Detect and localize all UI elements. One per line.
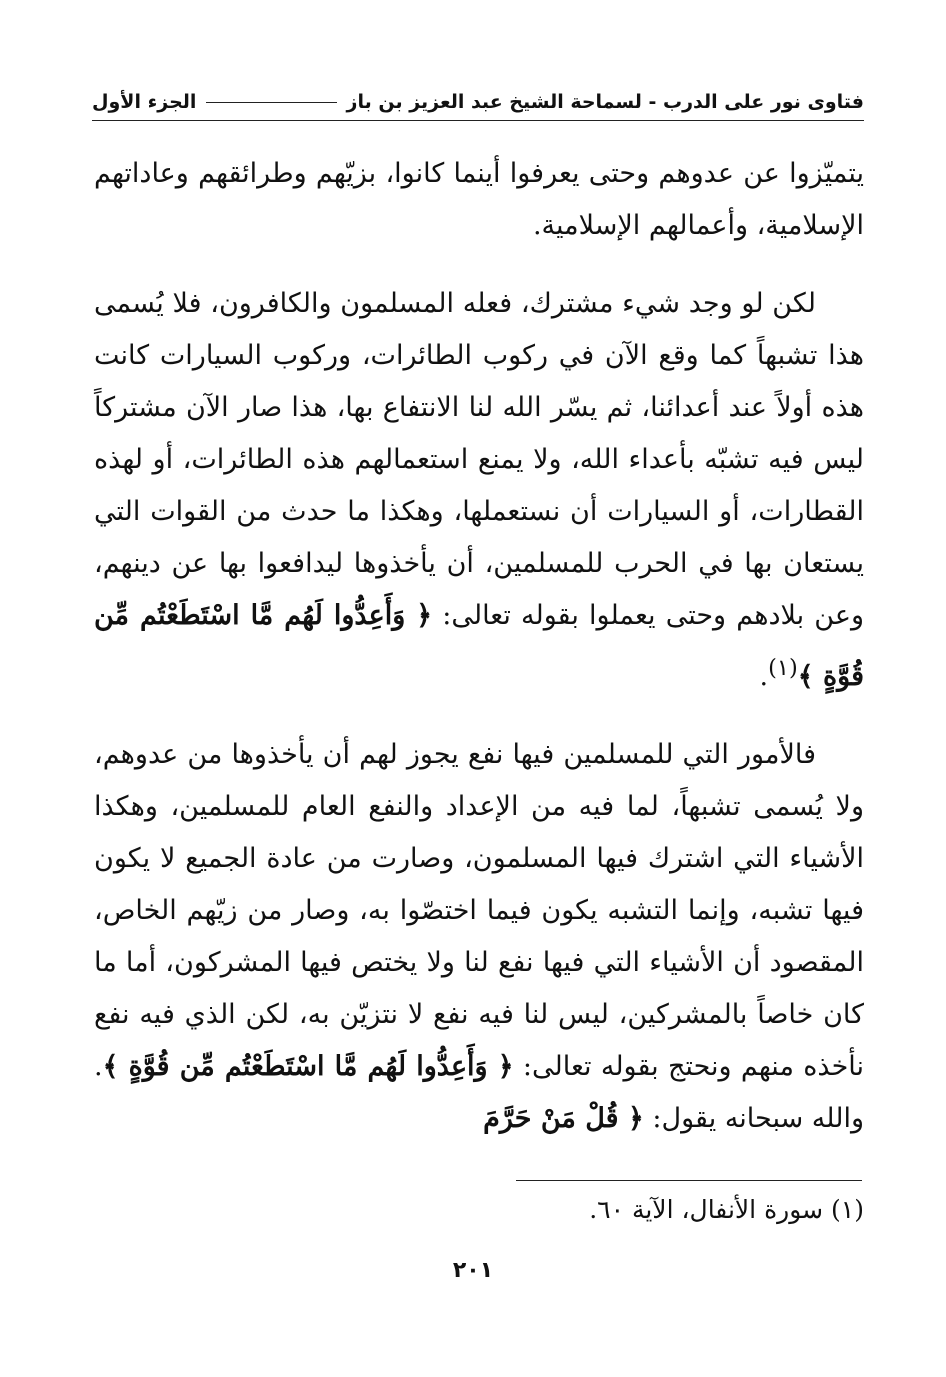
header-separator [206, 102, 336, 103]
quran-verse-3: ﴿ قُلْ مَنْ حَرَّمَ [483, 1103, 644, 1134]
paragraph-2 [94, 278, 864, 703]
quran-verse-2: ﴿ وَأَعِدُّوا لَهُم مَّا اسْتَطَعْتُم مِّن قُوَّةٍ ﴾ [102, 1051, 514, 1082]
paragraph-2-end: . [759, 661, 769, 692]
paragraph-3 [94, 729, 864, 1145]
quran-verse-1: ﴿ وَأَعِدُّوا لَهُم مَّا اسْتَطَعْتُم مِّن قُوَّةٍ ﴾ [94, 600, 864, 692]
running-header [92, 84, 864, 121]
book-title: فتاوى نور على الدرب - لسماحة الشيخ عبد العزيز بن باز [346, 91, 864, 113]
page-number: ٢٠١ [452, 1258, 494, 1283]
footnote-marker: (١) [768, 655, 798, 681]
paragraph-2-text: لكن لو وجد شيء مشترك، فعله المسلمون والكافرون، فلا يُسمى هذا تشبهاً كما وقع الآن في ركوب الطائرات، وركوب السيارات كانت هذه أولاً عند أعدائنا، ثم يسّر الله لنا الانتفاع بها، هذا صار الآن مشتركاً ليس فيه تشبّه بأعداء الله، ولا يمنع استعمالهم هذه الطائرات، أو لهذه القطارات، أو السيارات أن نستعملها، وهكذا ما حدث من القوات التي يستعان بها في الحرب للمسلمين، أن يأخذوها ليدافعوا بها عن دينهم، وعن بلادهم وحتى يعملوا بقوله تعالى: [94, 288, 865, 631]
volume-label: الجزء الأول [92, 91, 197, 113]
paragraph-3-middle: . والله سبحانه يقول: [94, 1051, 864, 1134]
paragraph-3-text: فالأمور التي للمسلمين فيها نفع يجوز لهم أن يأخذوها من عدوهم، ولا يُسمى تشبهاً، لما فيه من الإعداد والنفع العام للمسلمين، وهكذا الأشياء التي اشترك فيها المسلمون، وصارت من عادة الجميع لا يكون فيها تشبه، وإنما التشبه يكون فيما اختصّوا به، وصار من زيّهم الخاص، المقصود أن الأشياء التي فيها نفع لنا ولا يختص فيها المشركون، أما ما كان خاصاً بالمشركين، ليس لنا فيه نفع لا نتزيّن به، لكن الذي فيه نفع نأخذه منهم ونحتج بقوله تعالى: [94, 739, 864, 1082]
footnote-separator [516, 1180, 862, 1181]
footnote: (١) سورة الأنفال، الآية ٦٠. [589, 1195, 864, 1224]
paragraph-1-text: يتميّزوا عن عدوهم وحتى يعرفوا أينما كانوا، بزيّهم وطرائقهم وعاداتهم الإسلامية، وأعمالهم الإسلامية. [94, 158, 864, 241]
paragraph-1 [94, 148, 864, 252]
body-text [94, 148, 864, 1171]
